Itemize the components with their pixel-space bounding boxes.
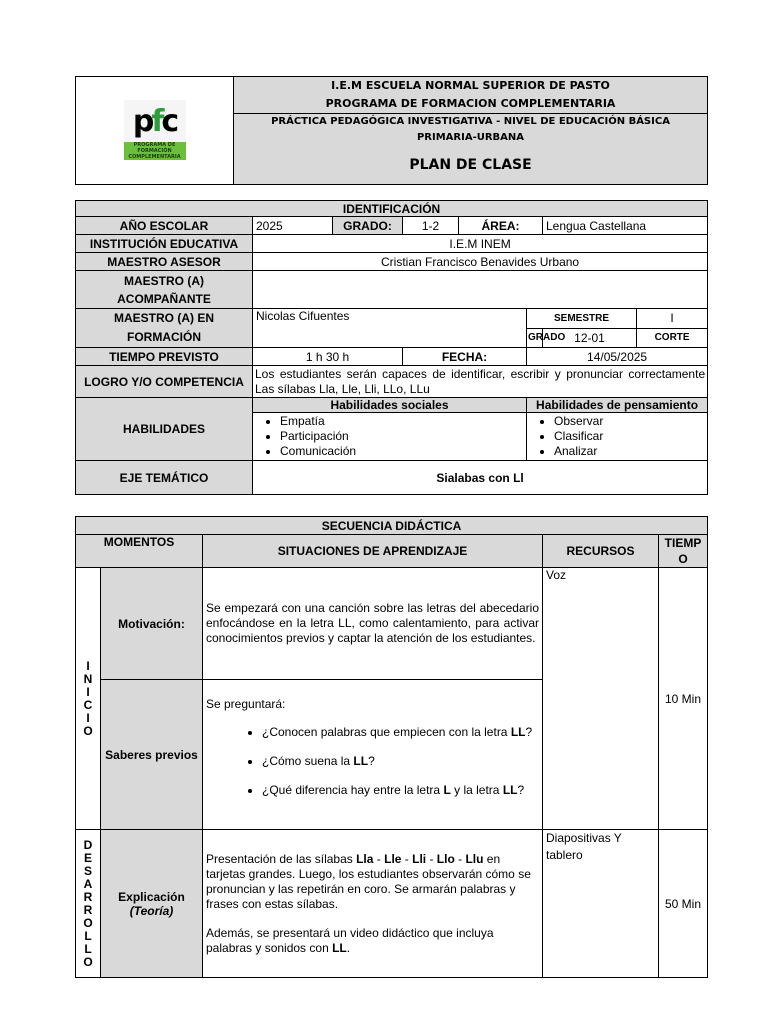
inicio-tiempo: 10 Min bbox=[659, 568, 708, 830]
area-label: ÁREA: bbox=[459, 217, 543, 235]
logo-mark-icon: p f c bbox=[124, 100, 186, 142]
tiempo-label: TIEMPO PREVISTO bbox=[76, 348, 253, 366]
eje-value: Sialabas con Ll bbox=[253, 461, 708, 495]
anio-label: AÑO ESCOLAR bbox=[76, 217, 253, 235]
logo bbox=[79, 100, 230, 160]
list-item: • ¿Qué diferencia hay entre la letra L y la letra LL? bbox=[262, 783, 539, 798]
hab-pensamiento-list bbox=[527, 413, 708, 461]
formacion-value: Nicolas Cifuentes bbox=[253, 309, 527, 348]
list-item: • Empatía bbox=[280, 414, 523, 429]
list-item: • Participación bbox=[280, 429, 523, 444]
desarrollo-label bbox=[76, 830, 101, 978]
inicio-vertical-text: I N I C I O bbox=[83, 658, 93, 738]
desarrollo-vertical-text: D E S A R R O L L O bbox=[83, 837, 93, 969]
fecha-label: FECHA: bbox=[403, 348, 527, 366]
sequence-table bbox=[75, 516, 708, 978]
corte-label: CORTE bbox=[637, 328, 708, 348]
asesor-label: MAESTRO ASESOR bbox=[76, 253, 253, 271]
header-line2: PROGRAMA DE FORMACION COMPLEMENTARIA bbox=[234, 95, 708, 114]
explicacion-title: Explicación bbox=[118, 889, 185, 904]
header-line3: PRÁCTICA PEDAGÓGICA INVESTIGATIVA - NIVEL DE EDUCACIÓN BÁSICA bbox=[234, 114, 708, 131]
col-momentos: MOMENTOS bbox=[76, 535, 203, 568]
col-tiempo: TIEMPO bbox=[659, 535, 708, 568]
saberes-content bbox=[203, 680, 543, 830]
semestre-label: SEMESTRE bbox=[527, 309, 637, 329]
inicio-label bbox=[76, 568, 101, 830]
logo-cell bbox=[76, 77, 234, 185]
hab-pensamiento-title: Habilidades de pensamiento bbox=[527, 398, 708, 413]
inicio-recursos: Voz bbox=[543, 568, 659, 830]
explicacion-label bbox=[101, 830, 203, 978]
anio-value: 2025 bbox=[253, 217, 333, 235]
semestre-value: I bbox=[637, 309, 708, 329]
hab-sociales-title: Habilidades sociales bbox=[253, 398, 527, 413]
explicacion-sub: (Teoría) bbox=[129, 903, 174, 918]
ident-title: IDENTIFICACIÓN bbox=[76, 201, 708, 217]
hab-sociales-list bbox=[253, 413, 527, 461]
institucion-value: I.E.M INEM bbox=[253, 235, 708, 253]
acompanante-label: MAESTRO (A) ACOMPAÑANTE bbox=[76, 271, 253, 309]
list-item: • Comunicación bbox=[280, 444, 523, 459]
desarrollo-recursos: Diapositivas Y tablero bbox=[543, 830, 659, 978]
list-item: • Clasificar bbox=[554, 429, 704, 444]
explicacion-p1: Presentación de las sílabas Lla - Lle - Lli - Llo - Llu en tarjetas grandes. Luego, los estudiantes observarán cómo se pronuncian y las repetirán en coro. Se armarán palabras y frases con estas sílabas. bbox=[206, 851, 531, 911]
logo-subtext-icon: PROGRAMA DE FORMACIÓN COMPLEMENTARIA bbox=[124, 142, 186, 160]
identification-table bbox=[75, 200, 708, 495]
header-line1: I.E.M ESCUELA NORMAL SUPERIOR DE PASTO bbox=[234, 77, 708, 96]
grado2-label: GRADO bbox=[527, 328, 543, 348]
explicacion-content bbox=[203, 830, 543, 978]
logro-label: LOGRO Y/O COMPETENCIA bbox=[76, 366, 253, 398]
explicacion-p2: Además, se presentará un video didáctico que incluya palabras y sonidos con LL. bbox=[206, 925, 494, 955]
acompanante-value bbox=[253, 271, 708, 309]
page-title: PLAN DE CLASE bbox=[234, 146, 708, 184]
header-line4: PRIMARIA-URBANA bbox=[234, 130, 708, 146]
habilidades-label: HABILIDADES bbox=[76, 398, 253, 461]
grado-value: 1-2 bbox=[403, 217, 459, 235]
motivacion-text: Se empezará con una canción sobre las letras del abecedario enfocándose en la letra LL, como calentamiento, para activar conocimientos previos y captar la atención de los estudiantes. bbox=[203, 568, 543, 680]
list-item: • ¿Cómo suena la LL? bbox=[262, 754, 539, 769]
desarrollo-tiempo: 50 Min bbox=[659, 830, 708, 978]
saberes-label: Saberes previos bbox=[101, 680, 203, 830]
col-situaciones: SITUACIONES DE APRENDIZAJE bbox=[203, 535, 543, 568]
list-item: • Observar bbox=[554, 414, 704, 429]
header-table bbox=[75, 76, 708, 185]
list-item: • ¿Conocen palabras que empiecen con la letra LL? bbox=[262, 725, 539, 740]
institucion-label: INSTITUCIÓN EDUCATIVA bbox=[76, 235, 253, 253]
eje-label: EJE TEMÁTICO bbox=[76, 461, 253, 495]
motivacion-label: Motivación: bbox=[101, 568, 203, 680]
formacion-label: MAESTRO (A) EN FORMACIÓN bbox=[76, 309, 253, 348]
col-recursos: RECURSOS bbox=[543, 535, 659, 568]
grado-label: GRADO: bbox=[333, 217, 403, 235]
seq-title: SECUENCIA DIDÁCTICA bbox=[76, 517, 708, 535]
logro-value: Los estudiantes serán capaces de identificar, escribir y pronunciar correctamente Las sílabas Lla, Lle, Lli, LLo, LLu bbox=[253, 366, 708, 398]
asesor-value: Cristian Francisco Benavides Urbano bbox=[253, 253, 708, 271]
tiempo-value: 1 h 30 h bbox=[253, 348, 403, 366]
fecha-value: 14/05/2025 bbox=[527, 348, 708, 366]
grado2-value: 12-01 bbox=[543, 328, 637, 348]
list-item: • Analizar bbox=[554, 444, 704, 459]
saberes-intro: Se preguntará: bbox=[206, 697, 286, 711]
area-value: Lengua Castellana bbox=[543, 217, 708, 235]
